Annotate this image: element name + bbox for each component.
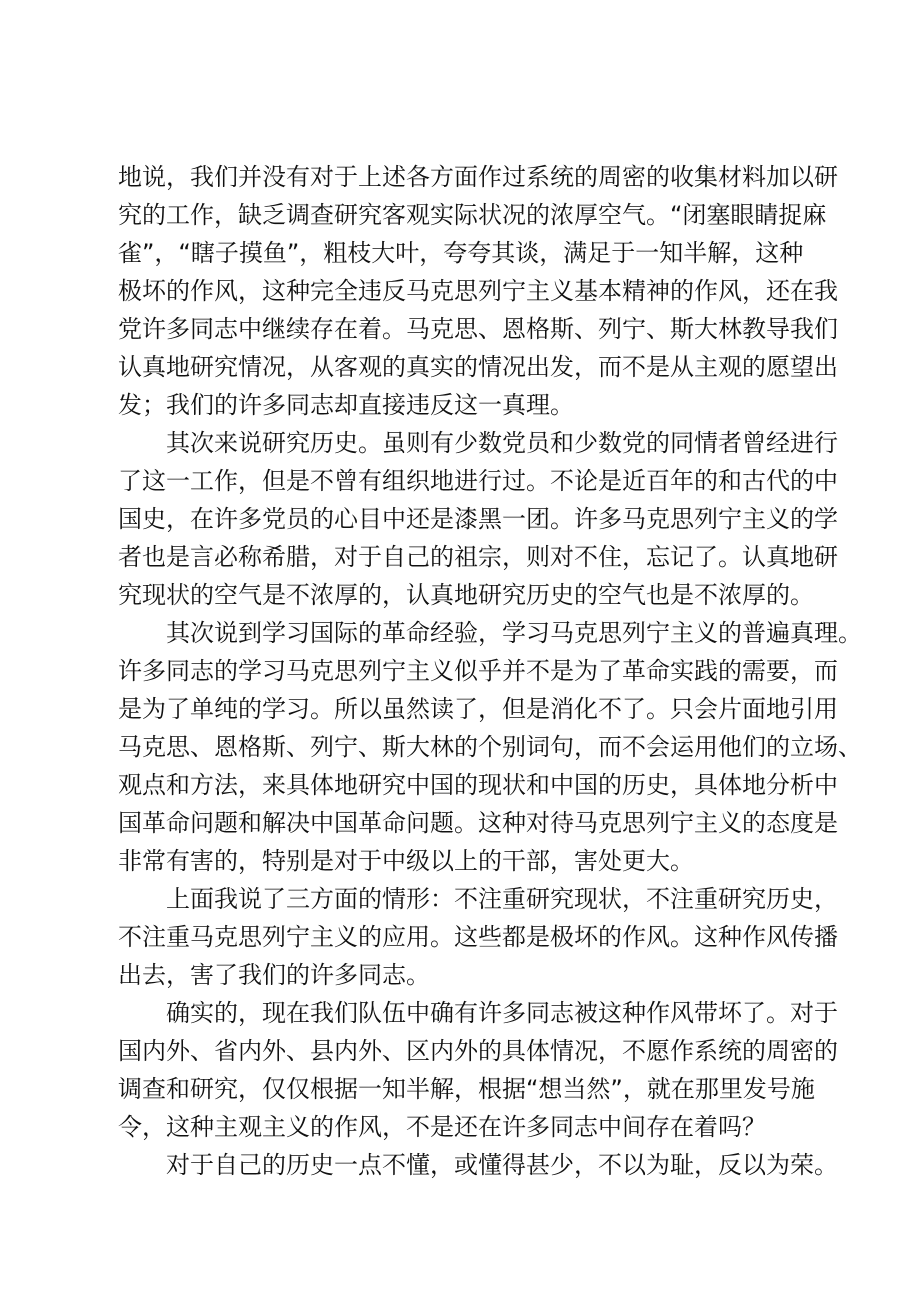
text-line: 究现状的空气是不浓厚的，认真地研究历史的空气也是不浓厚的。 (118, 581, 814, 609)
text-line: 雀”，“瞎子摸鱼”，粗枝大叶，夸夸其谈，满足于一知半解，这种 (118, 239, 804, 267)
text-line: 其次来说研究历史。虽则有少数党员和少数党的同情者曾经进行 (166, 429, 838, 457)
text-line: 令，这种主观主义的作风，不是还在许多同志中间存在着吗？ (118, 1113, 766, 1141)
text-line: 党许多同志中继续存在着。马克思、恩格斯、列宁、斯大林教导我们 (118, 315, 838, 343)
text-line: 其次说到学习国际的革命经验，学习马克思列宁主义的普遍真理。 (166, 619, 862, 647)
paragraph-3 (118, 614, 862, 880)
text-line: 上面我说了三方面的情形：不注重研究现状，不注重研究历史， (166, 885, 838, 913)
paragraph-6 (118, 1146, 848, 1184)
text-line: 出去，害了我们的许多同志。 (118, 961, 430, 989)
text-line: 究的工作，缺乏调查研究客观实际状况的浓厚空气。“闭塞眼睛捉麻 (118, 201, 827, 229)
paragraph-2 (118, 424, 848, 614)
paragraph-1 (118, 158, 848, 424)
document-body (118, 158, 862, 1184)
text-line: 对于自己的历史一点不懂，或懂得甚少，不以为耻，反以为荣。 (166, 1151, 838, 1179)
text-line: 了这一工作，但是不曾有组织地进行过。不论是近百年的和古代的中 (118, 467, 838, 495)
paragraph-5 (118, 994, 848, 1146)
text-line: 发；我们的许多同志却直接违反这一真理。 (118, 391, 574, 419)
text-line: 不注重马克思列宁主义的应用。这些都是极坏的作风。这种作风传播 (118, 923, 838, 951)
text-line: 调查和研究，仅仅根据一知半解，根据“想当然”，就在那里发号施 (118, 1075, 815, 1103)
text-line: 许多同志的学习马克思列宁主义似乎并不是为了革命实践的需要，而 (118, 657, 838, 685)
text-line: 观点和方法，来具体地研究中国的现状和中国的历史，具体地分析中 (118, 771, 838, 799)
text-line: 国史，在许多党员的心目中还是漆黑一团。许多马克思列宁主义的学 (118, 505, 838, 533)
text-line: 马克思、恩格斯、列宁、斯大林的个别词句，而不会运用他们的立场、 (118, 733, 862, 761)
text-line: 国革命问题和解决中国革命问题。这种对待马克思列宁主义的态度是 (118, 809, 838, 837)
text-line: 国内外、省内外、县内外、区内外的具体情况，不愿作系统的周密的 (118, 1037, 838, 1065)
text-line: 极坏的作风，这种完全违反马克思列宁主义基本精神的作风，还在我 (118, 277, 838, 305)
text-line: 非常有害的，特别是对于中级以上的干部，害处更大。 (118, 847, 694, 875)
text-line: 地说，我们并没有对于上述各方面作过系统的周密的收集材料加以研 (118, 163, 838, 191)
text-line: 者也是言必称希腊，对于自己的祖宗，则对不住，忘记了。认真地研 (118, 543, 838, 571)
text-line: 认真地研究情况，从客观的真实的情况出发，而不是从主观的愿望出 (118, 353, 838, 381)
paragraph-4 (118, 880, 848, 994)
text-line: 确实的，现在我们队伍中确有许多同志被这种作风带坏了。对于 (166, 999, 838, 1027)
text-line: 是为了单纯的学习。所以虽然读了，但是消化不了。只会片面地引用 (118, 695, 838, 723)
